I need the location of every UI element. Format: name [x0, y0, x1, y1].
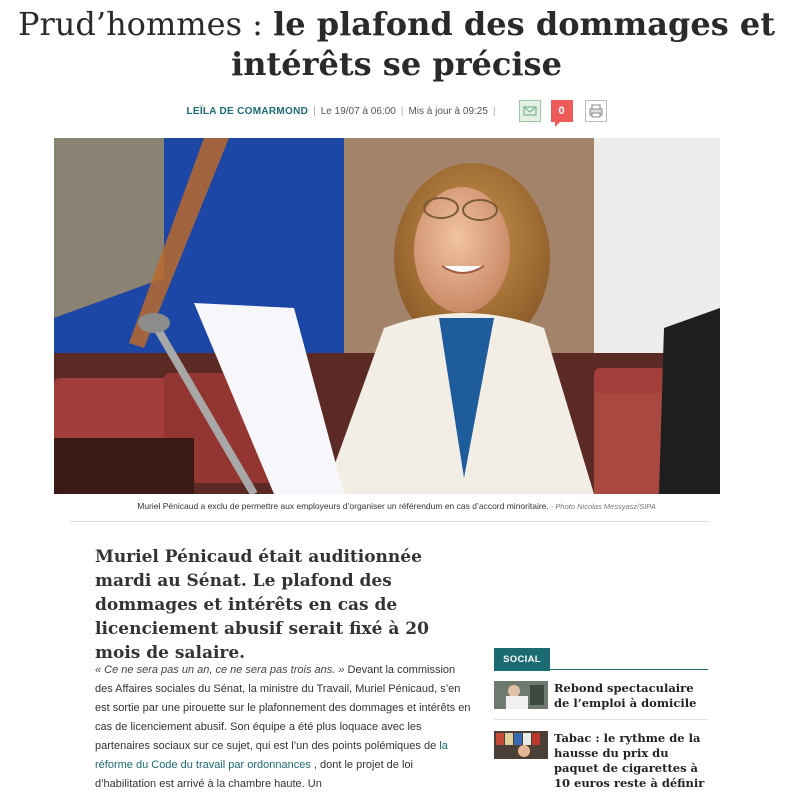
email-share-button[interactable] — [519, 100, 541, 122]
caption-text: Muriel Pénicaud a exclu de permettre aux employeurs d’organiser un référendum en cas d’accord minoritaire. — [137, 501, 549, 511]
body-text: , dont le projet de loi d’habilitation est arrivé à la chambre haute. Un — [95, 759, 413, 790]
title-main: le plafond des dommages et intérêts se précise — [231, 5, 776, 83]
article-body — [95, 661, 473, 794]
code-du-travail-link[interactable]: la réforme du Code du travail par ordonnances — [95, 740, 448, 771]
photo-caption — [0, 501, 793, 511]
photo-credit: - Photo Nicolas Messyasz/SIPA — [548, 502, 656, 511]
article-title — [0, 4, 793, 84]
body-text: Devant la commission des Affaires sociales du Sénat, la ministre du Travail, Muriel Pénicaud, s’en est sortie par une pirouette sur le plafonnement des dommages et intérêts en cas de licenciement abusif. Son équipe a été plus loquace avec les partenaires sociaux sur ce sujet, qui est l’un des points polémiques de — [95, 664, 471, 752]
printer-icon — [586, 101, 606, 121]
byline-divider: | — [313, 105, 316, 117]
print-button[interactable] — [585, 100, 607, 122]
sidebar-divider — [494, 719, 708, 720]
article-thumbnail — [494, 731, 548, 759]
section-label-social[interactable]: SOCIAL — [494, 648, 550, 671]
article-thumbnail — [494, 681, 548, 709]
article-photo — [54, 138, 720, 494]
author-link[interactable]: LEÏLA DE COMARMOND — [186, 105, 309, 117]
mail-icon — [520, 101, 540, 121]
update-time: Mis à jour à 09:25 — [408, 105, 488, 117]
sidebar-article-title[interactable]: Rebond spectaculaire de l’emploi à domicile — [554, 681, 697, 710]
article-lead: Muriel Pénicaud était auditionnée mardi au Sénat. Le plafond des dommages et intérêts en cas de licenciement abusif serait fixé à 20 mois de salaire. — [95, 547, 429, 663]
byline — [0, 98, 793, 124]
title-prefix: Prud’hommes : — [17, 5, 274, 43]
byline-divider: | — [492, 105, 496, 117]
section-underline — [494, 669, 708, 670]
body-quote: « Ce ne sera pas un an, ce ne sera pas trois ans. » — [95, 664, 345, 676]
publish-date: Le 19/07 à 06:00 — [320, 105, 396, 117]
photo-illustration — [54, 138, 720, 494]
byline-divider: | — [400, 105, 404, 117]
divider — [70, 521, 710, 522]
sidebar-article-title[interactable]: Tabac : le rythme de la hausse du prix du paquet de cigarettes à 10 euros reste à définir — [554, 731, 705, 790]
comment-count-button[interactable]: 0 — [551, 100, 573, 122]
